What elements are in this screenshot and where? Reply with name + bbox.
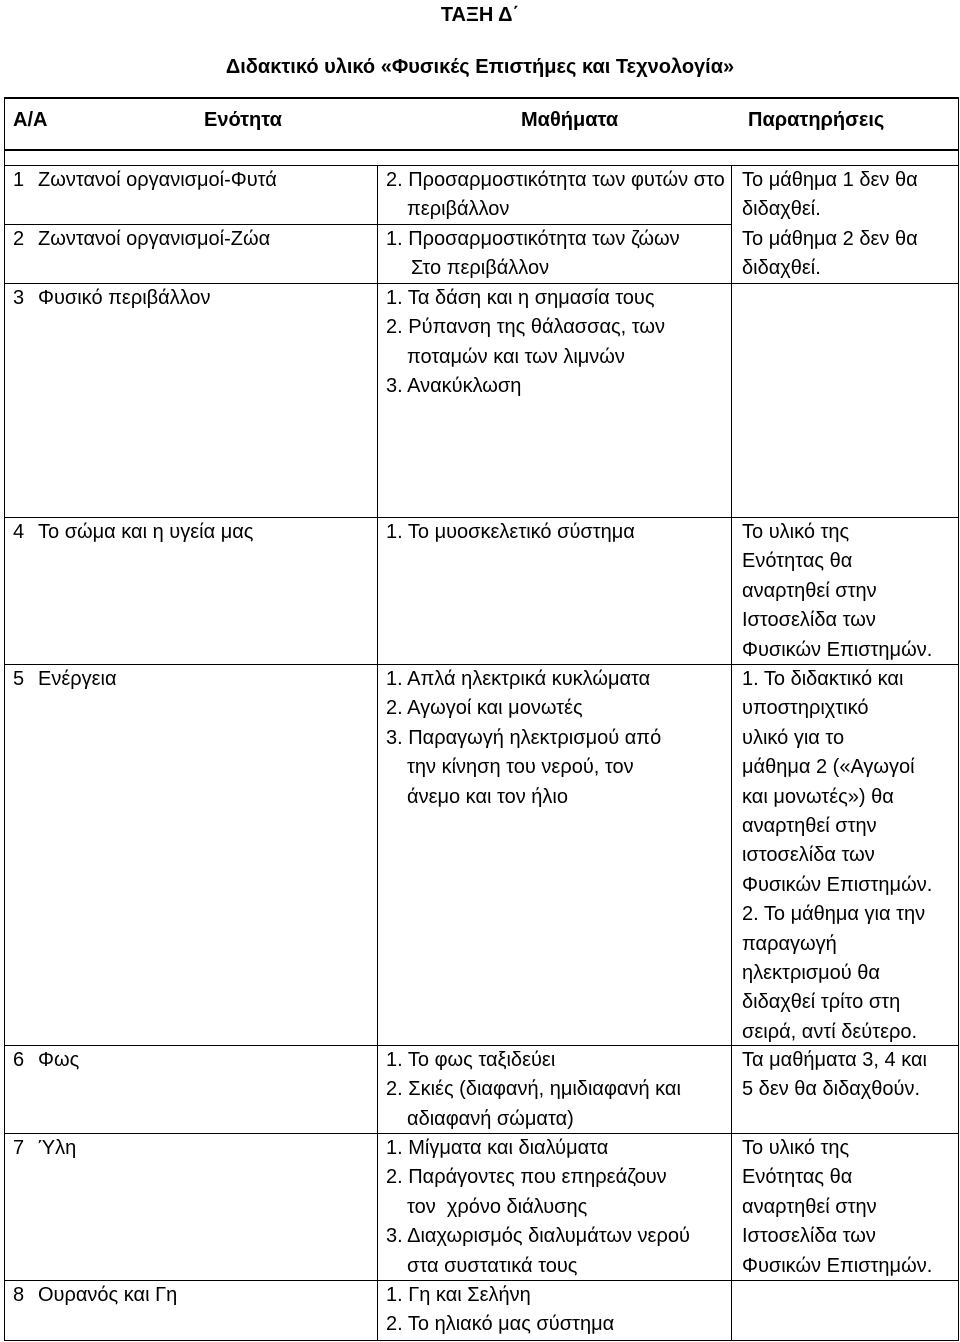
column-header-notes: Παρατηρήσεις [748,109,885,131]
lesson-line: τον χρόνο διάλυσης [407,1195,588,1218]
row-lessons [386,284,665,402]
document-title: ΤΑΞΗ Δ΄ [440,4,520,26]
lesson-line: 1. Απλά ηλεκτρικά κυκλώματα [386,668,651,690]
note-line: μάθημα 2 («Αγωγοί [742,756,915,779]
note-line: Φυσικών Επιστημών. [742,873,933,896]
note-line: παραγωγή [742,932,837,955]
note-line: Τα μαθήματα 3, 4 και [742,1049,927,1071]
lesson-line: 2. Σκιές (διαφανή, ημιδιαφανή και [386,1078,681,1101]
lesson-line: άνεμο και τον ήλιο [407,785,568,808]
note-line: 2. Το μάθημα για την [742,903,926,926]
row-unit: Ζωντανοί οργανισμοί-Φυτά [38,169,277,191]
row-unit: Ζωντανοί οργανισμοί-Ζώα [38,228,271,250]
lesson-line: 1. Γη και Σελήνη [386,1284,531,1306]
grid-line [4,97,959,99]
note-line: υλικό για το [742,726,845,749]
row-number: 1 [13,169,25,191]
grid-line [4,1340,959,1341]
note-line: αναρτηθεί στην [742,579,877,602]
note-line: διδαχθεί. [742,257,821,280]
row-notes [742,1134,932,1281]
note-line: ηλεκτρισμού θα [742,962,880,985]
note-line: Ενότητας θα [742,1166,853,1189]
note-line: Το μάθημα 1 δεν θα [742,169,918,191]
grid-line [4,97,5,1341]
row-unit: Φως [38,1049,80,1071]
lesson-line: 1. Το φως ταξιδεύει [386,1049,556,1071]
lesson-line: 2. Παράγοντες που επηρεάζουν [386,1166,667,1189]
note-line: 5 δεν θα διδαχθούν. [742,1078,921,1101]
lesson-line: την κίνηση του νερού, τον [407,756,634,779]
lesson-line: 1. Προσαρμοστικότητα των ζώων [386,228,680,250]
row-unit: Το σώμα και η υγεία μας [38,521,254,543]
lesson-line: περιβάλλον [407,198,510,221]
row-number: 8 [13,1284,25,1306]
note-line: διδαχθεί τρίτο στη [742,991,901,1014]
grid-line [731,165,732,1341]
row-number: 7 [13,1137,25,1159]
grid-line [958,97,959,1341]
row-lessons [386,518,635,547]
lesson-line: 2. Το ηλιακό μας σύστημα [386,1313,615,1336]
note-line: και μονωτές») θα [742,785,894,808]
row-number: 5 [13,668,25,690]
note-line: Ιστοσελίδα των [742,1225,876,1248]
note-line: αναρτηθεί στην [742,1195,877,1218]
lesson-line: 3. Διαχωρισμός διαλυμάτων νερού [386,1225,690,1248]
row-notes [742,166,918,225]
row-number: 4 [13,521,25,543]
row-number: 3 [13,287,25,309]
row-unit: Ουρανός και Γη [38,1284,178,1306]
note-line: Το μάθημα 2 δεν θα [742,228,918,250]
row-notes [742,665,932,1047]
note-line: διδαχθεί. [742,198,821,221]
note-line: 1. Το διδακτικό και [742,668,904,690]
row-notes [742,518,932,665]
lesson-line: Στο περιβάλλον [411,257,550,280]
lesson-line: 3. Ανακύκλωση [386,375,522,398]
row-number: 6 [13,1049,25,1071]
document-subtitle: Διδακτικό υλικό «Φυσικές Επιστήμες και Τεχνολογία» [225,56,735,78]
row-notes [742,1046,927,1105]
lesson-line: 2. Ρύπανση της θάλασσας, των [386,316,666,339]
lesson-line: αδιαφανή σώματα) [407,1107,574,1130]
note-line: Το υλικό της [742,1137,850,1159]
row-lessons [386,166,729,225]
column-header-unit: Ενότητα [204,109,282,131]
column-header-aa: Α/Α [13,109,48,131]
lesson-line: 2. Αγωγοί και μονωτές [386,697,583,720]
note-line: σειρά, αντί δεύτερο. [742,1020,918,1043]
row-unit: Φυσικό περιβάλλον [38,287,211,309]
lesson-line: ποταμών και των λιμνών [407,345,625,368]
row-unit: Ύλη [38,1137,77,1159]
lesson-line: 1. Το μυοσκελετικό σύστημα [386,521,635,543]
lesson-line: στα συστατικά τους [407,1254,578,1277]
note-line: Φυσικών Επιστημών. [742,1254,933,1277]
lesson-line: 1. Τα δάση και η σημασία τους [386,287,655,309]
note-line: ιστοσελίδα των [742,844,875,867]
note-line: Ιστοσελίδα των [742,609,876,632]
lesson-line: 2. Προσαρμοστικότητα των φυτών στο [386,169,725,191]
note-line: Φυσικών Επιστημών. [742,638,933,661]
row-lessons [386,225,680,284]
row-lessons [386,1281,614,1340]
lesson-line: 1. Μίγματα και διαλύματα [386,1137,609,1159]
row-number: 2 [13,228,25,250]
row-notes [742,225,918,284]
note-line: υποστηριχτικό [742,697,869,720]
grid-line [4,149,959,151]
row-lessons [386,665,661,812]
note-line: Ενότητας θα [742,550,853,573]
note-line: αναρτηθεί στην [742,815,877,838]
note-line: Το υλικό της [742,521,850,543]
column-header-lessons: Μαθήματα [521,109,619,131]
grid-line [377,165,378,1341]
row-lessons [386,1134,690,1281]
lesson-line: 3. Παραγωγή ηλεκτρισμού από [386,726,662,749]
row-lessons [386,1046,681,1134]
row-unit: Ενέργεια [38,668,117,690]
